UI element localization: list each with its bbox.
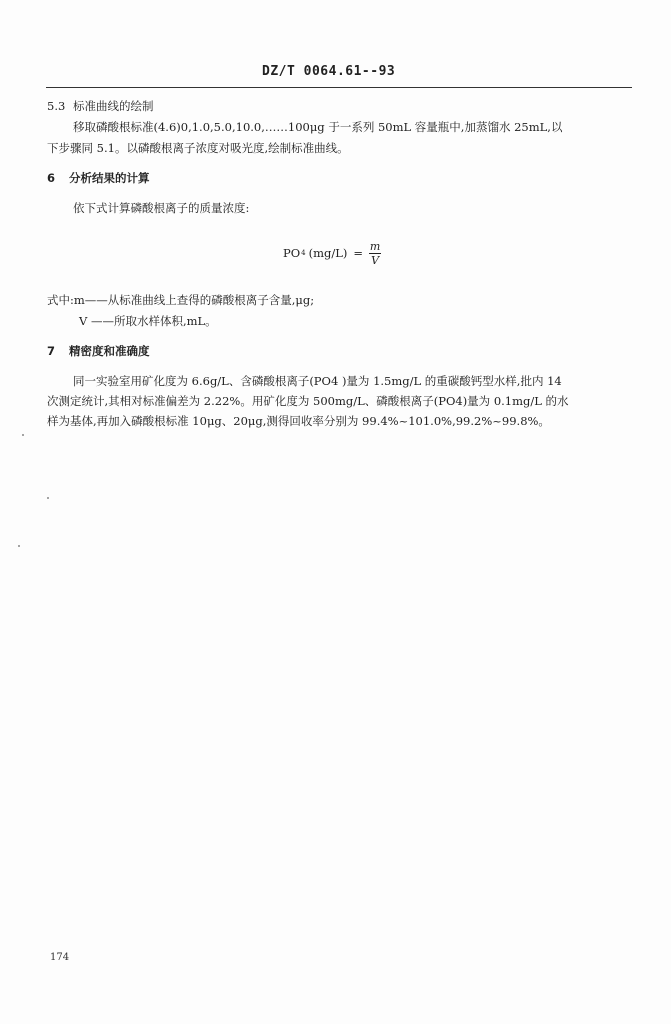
- section-6-title: 分析结果的计算: [69, 171, 150, 185]
- section-5-3-heading: [47, 99, 154, 113]
- formula-numerator: m: [369, 239, 381, 253]
- section-6-number: 6: [47, 171, 56, 185]
- header-rule: [46, 87, 632, 88]
- section-6-intro: 依下式计算磷酸根离子的质量浓度:: [73, 201, 250, 215]
- section-5-3-title: 标准曲线的绘制: [73, 99, 154, 113]
- section-5-3-number: 5.3: [47, 99, 66, 113]
- scan-speck: [47, 497, 49, 499]
- standard-number-header: DZ/T 0064.61--93: [262, 64, 396, 79]
- formula-lhs: PO: [283, 246, 301, 260]
- formula-equals: =: [353, 246, 364, 260]
- formula-denominator: V: [371, 253, 380, 267]
- section-7-number: 7: [47, 344, 56, 358]
- section-7-paragraph-line-1: 同一实验室用矿化度为 6.6g/L、含磷酸根离子(PO4 )量为 1.5mg/L 的重碳酸钙型水样,批内 14: [73, 374, 562, 388]
- where-clause-v: V ——所取水样体积,mL。: [79, 314, 217, 328]
- section-7-paragraph-line-2: 次测定统计,其相对标准偏差为 2.22%。用矿化度为 500mg/L、磷酸根离子(PO4)量为 0.1mg/L 的水: [47, 394, 569, 408]
- formula-fraction: [369, 241, 381, 266]
- page-number: 174: [50, 952, 70, 963]
- scan-speck: [22, 434, 24, 436]
- section-5-3-paragraph-line-1: 移取磷酸根标准(4.6)0,1.0,5.0,10.0,……100μg 于一系列 50mL 容量瓶中,加蒸馏水 25mL,以: [73, 120, 563, 134]
- formula-lhs-subscript: 4: [301, 249, 306, 257]
- formula-unit: (mg/L): [308, 246, 348, 260]
- section-6-heading: [47, 171, 150, 185]
- section-7-paragraph-line-3: 样为基体,再加入磷酸根标准 10μg、20μg,测得回收率分别为 99.4%~101.0%,99.2%~99.8%。: [47, 414, 550, 428]
- section-7-title: 精密度和准确度: [69, 344, 150, 358]
- concentration-formula: [283, 240, 381, 266]
- scan-speck: [18, 545, 20, 547]
- where-clause-m: 式中:m——从标准曲线上查得的磷酸根离子含量,μg;: [47, 293, 315, 307]
- section-7-heading: [47, 344, 150, 358]
- section-5-3-paragraph-line-2: 下步骤同 5.1。以磷酸根离子浓度对吸光度,绘制标准曲线。: [47, 141, 349, 155]
